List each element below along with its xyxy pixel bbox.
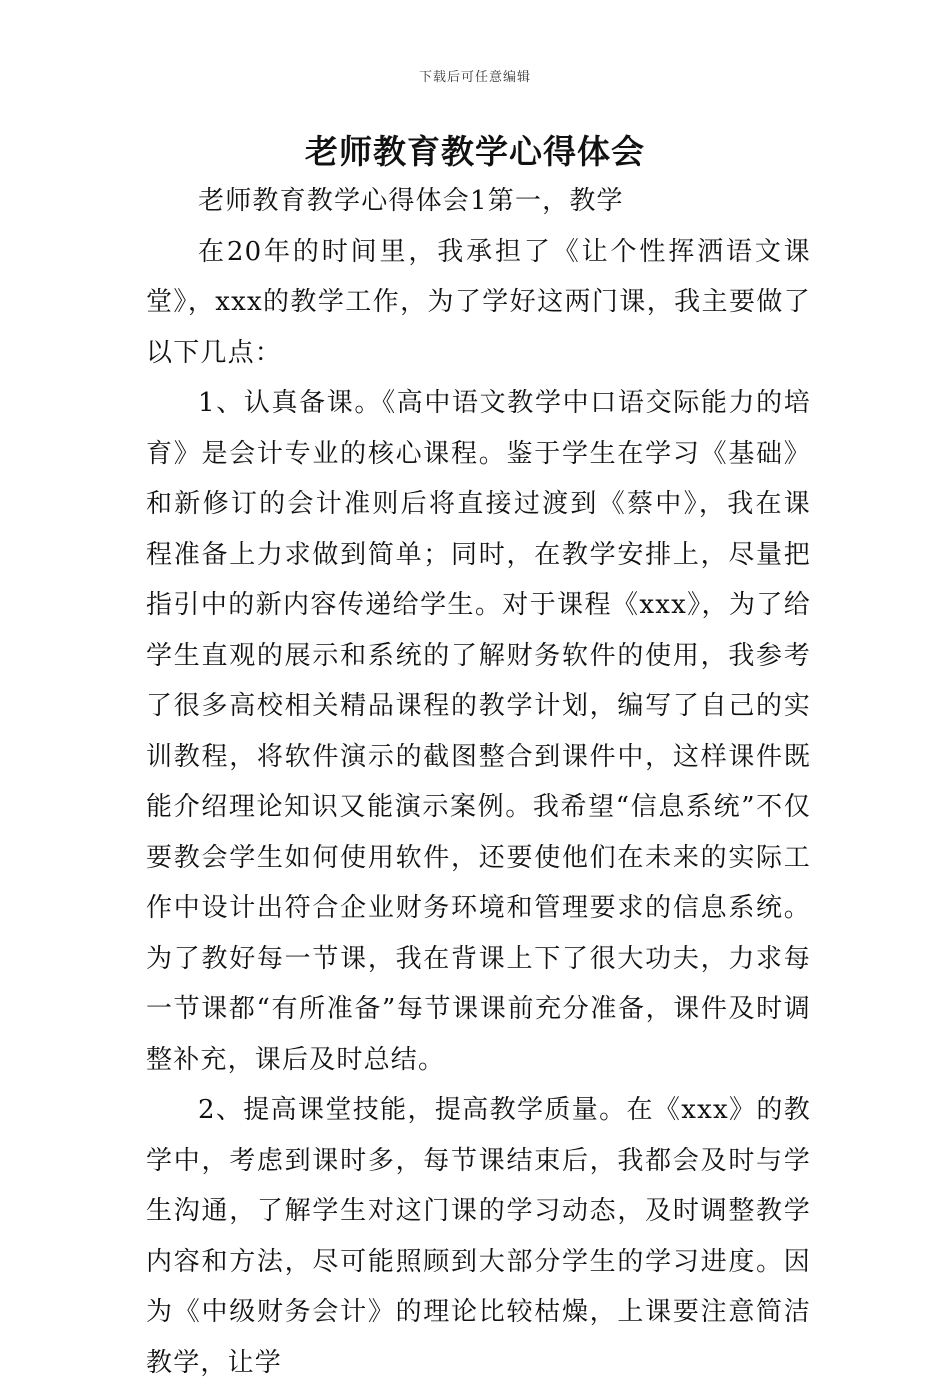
document-body [146, 176, 811, 1388]
header-note: 下载后可任意编辑 [418, 70, 531, 85]
document-title: 老师教育教学心得体会 [305, 132, 645, 171]
paragraph-subtitle: 老师教育教学心得体会1第一，教学 [198, 186, 624, 216]
paragraph-point-2: 2、提高课堂技能，提高教学质量。在《xxx》的教学中，考虑到课时多，每节课结束后，我都会及时与学生沟通，了解学生对这门课的学习动态，及时调整教学内容和方法，尽可能照顾到大部分学生的学习进度。因为《中级财务会计》的理论比较枯燥，上课要注意简洁教学，让学 [146, 1095, 811, 1378]
paragraph-point-1: 1、认真备课。《高中语文教学中口语交际能力的培育》是会计专业的核心课程。鉴于学生在学习《基础》和新修订的会计准则后将直接过渡到《蔡中》，我在课程准备上力求做到简单；同时，在教学安排上，尽量把指引中的新内容传递给学生。对于课程《xxx》，为了给学生直观的展示和系统的了解财务软件的使用，我参考了很多高校相关精品课程的教学计划，编写了自己的实训教程，将软件演示的截图整合到课件中，这样课件既能介绍理论知识又能演示案例。我希望“信息系统”不仅要教会学生如何使用软件，还要使他们在未来的实际工作中设计出符合企业财务环境和管理要求的信息系统。为了教好每一节课，我在背课上下了很大功夫，力求每一节课都“有所准备”每节课课前充分准备，课件及时调整补充，课后及时总结。 [146, 388, 811, 1075]
paragraph-intro: 在20年的时间里，我承担了《让个性挥洒语文课堂》，xxx的教学工作，为了学好这两门课，我主要做了以下几点： [146, 236, 811, 368]
